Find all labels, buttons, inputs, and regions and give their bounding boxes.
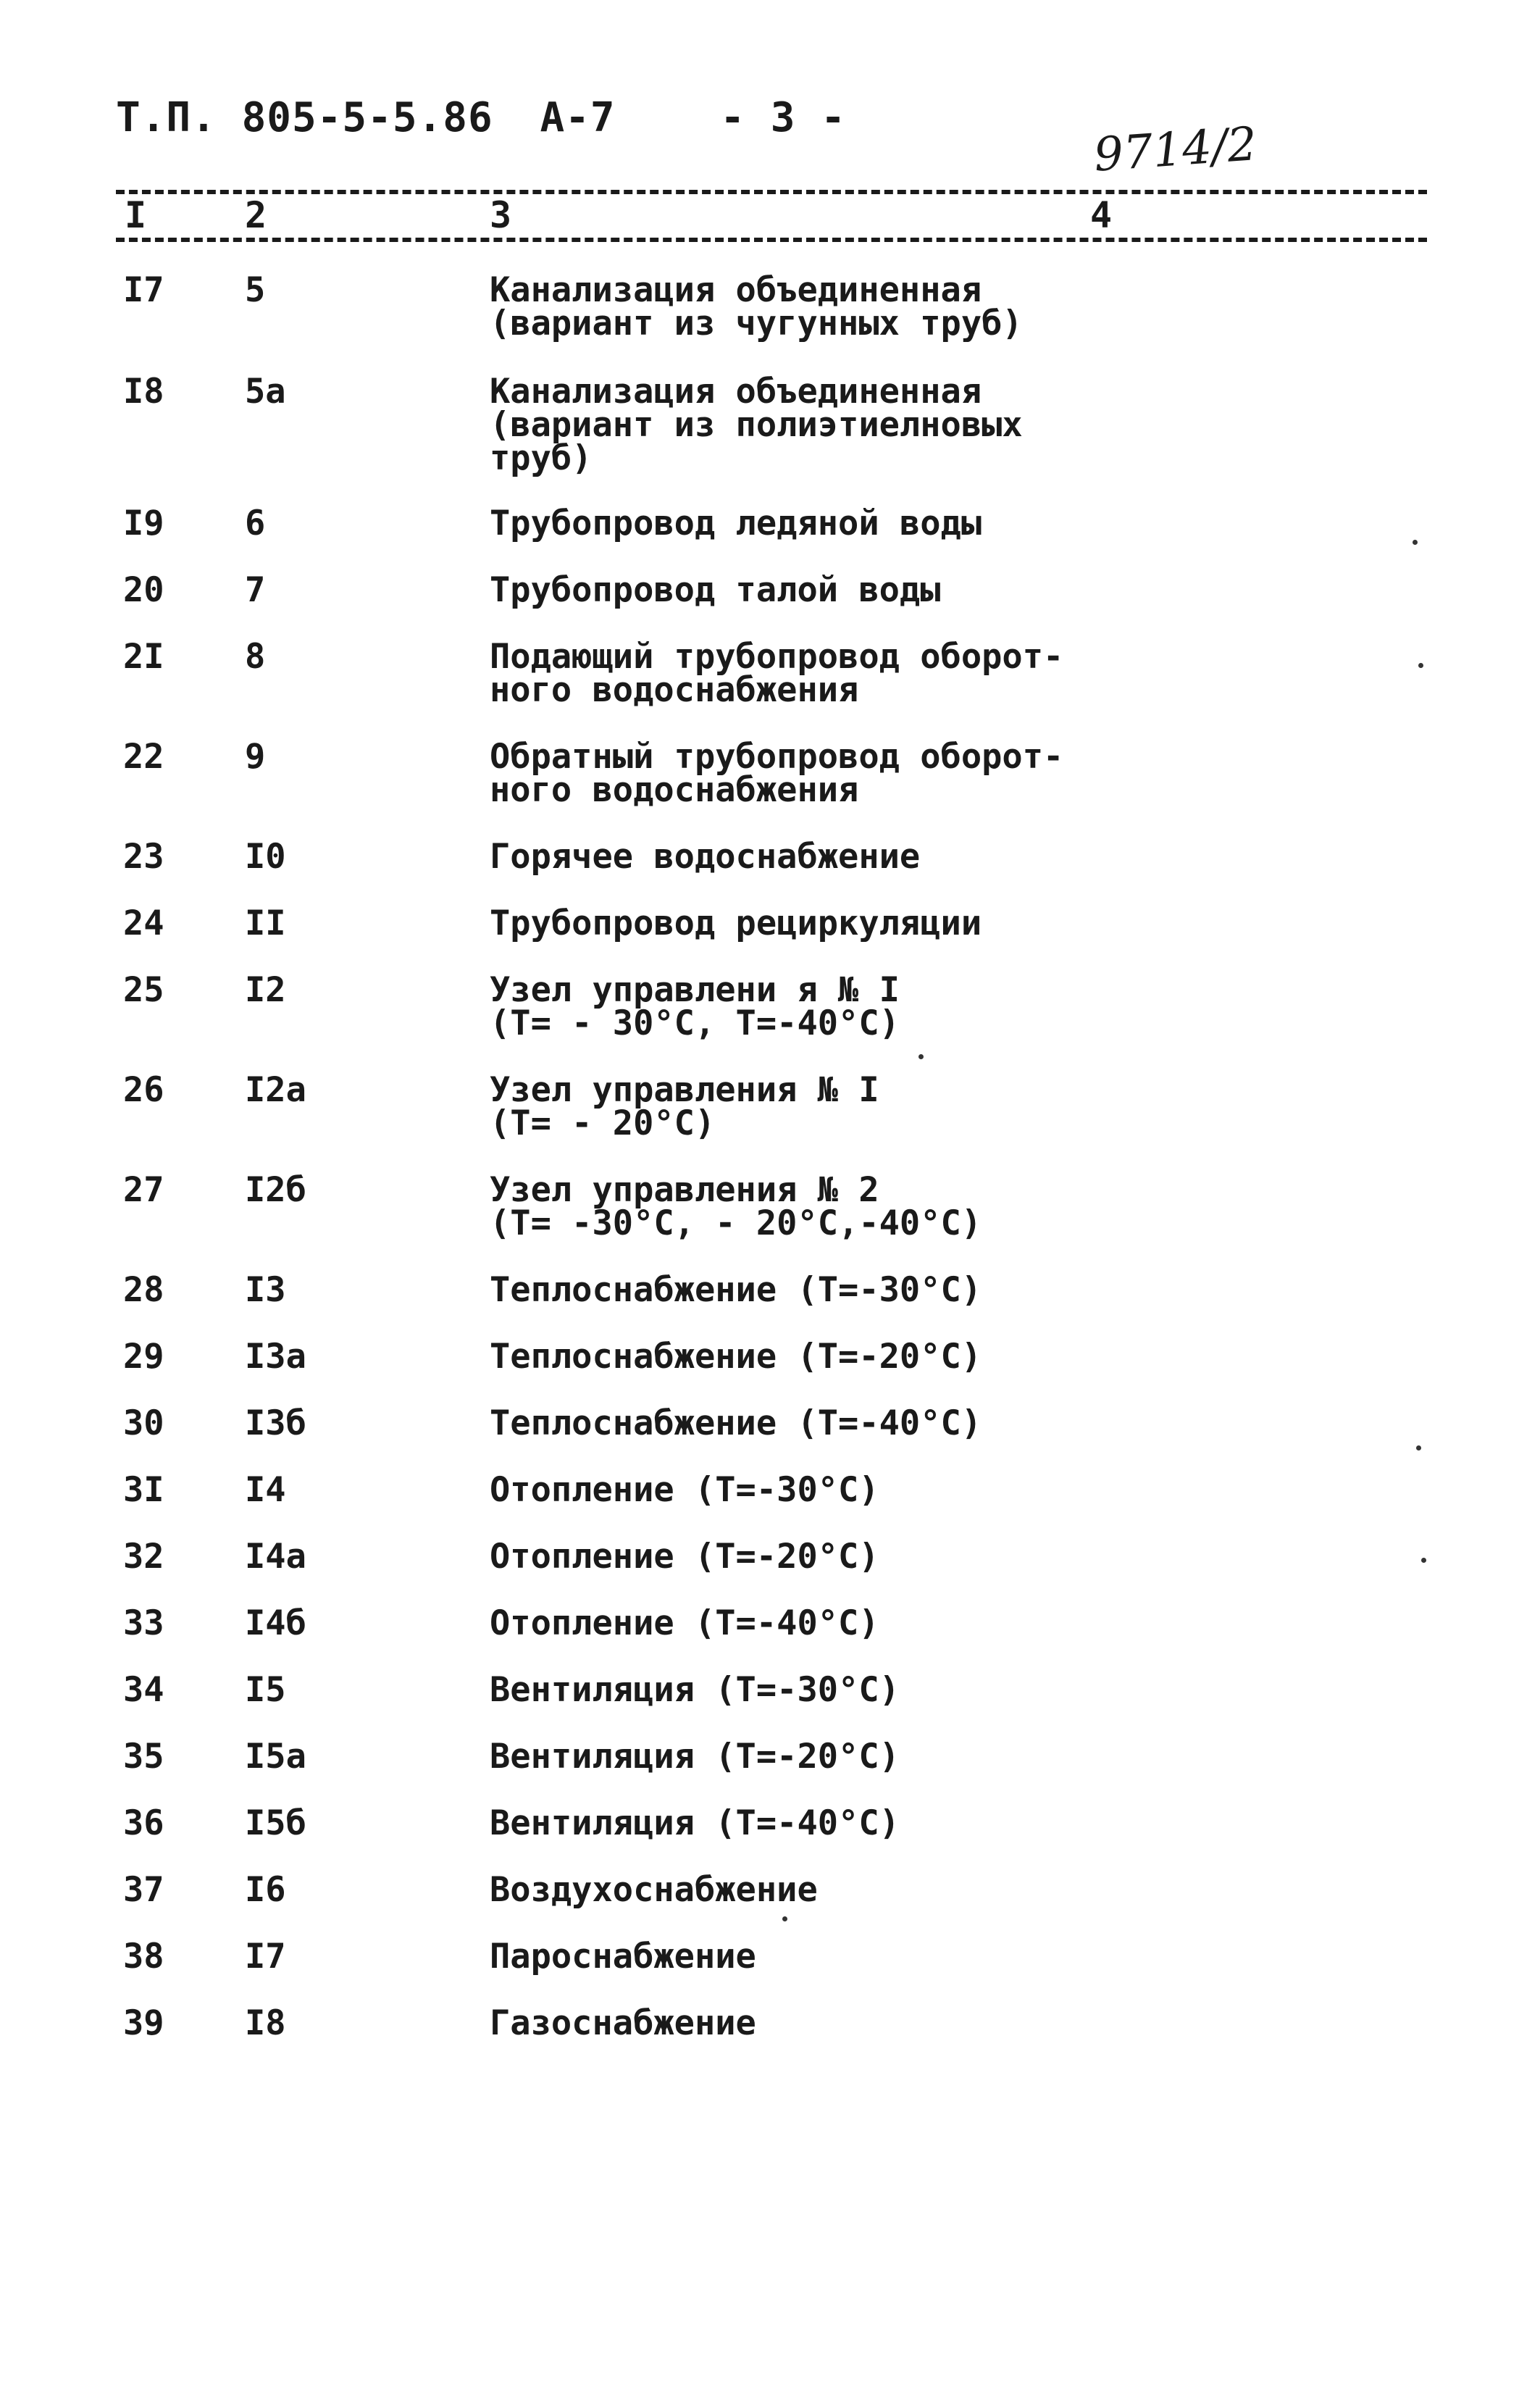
row-name: Канализация объединенная (вариант из полиэтиелновых труб) <box>490 372 1023 478</box>
scan-speck <box>782 1916 787 1921</box>
row-code: I2а <box>245 1070 306 1110</box>
row-name: Теплоснабжение (Т=-40°С) <box>490 1403 982 1443</box>
row-code: I4а <box>245 1537 306 1577</box>
handwritten-note: 9714/2 <box>1092 117 1259 183</box>
row-code: 8 <box>245 637 266 677</box>
row-code: 7 <box>245 570 266 610</box>
row-code: I8 <box>245 2003 286 2043</box>
row-code: I4б <box>245 1603 306 1643</box>
row-number: 28 <box>123 1270 164 1310</box>
row-name: Узел управлени я № I (Т= - 30°С, Т=-40°С) <box>490 970 900 1043</box>
row-name: Обратный трубопровод оборот- ного водоснабжения <box>490 737 1064 810</box>
row-number: 37 <box>123 1870 164 1910</box>
row-name: Вентиляция (Т=-40°С) <box>490 1803 900 1843</box>
row-name: Канализация объединенная (вариант из чугунных труб) <box>490 270 1023 343</box>
row-code: I3 <box>245 1270 286 1310</box>
row-name: Пароснабжение <box>490 1937 756 1977</box>
row-number: I9 <box>123 504 164 543</box>
row-name: Узел управления № I (Т= - 20°С) <box>490 1070 879 1143</box>
row-number: 30 <box>123 1403 164 1443</box>
row-name: Отопление (Т=-20°С) <box>490 1537 879 1577</box>
row-code: 9 <box>245 737 266 777</box>
row-name: Газоснабжение <box>490 2003 756 2043</box>
row-code: I6 <box>245 1870 286 1910</box>
column-header-3: 3 <box>490 194 512 236</box>
scan-speck <box>1416 1445 1421 1450</box>
row-number: I7 <box>123 270 164 310</box>
row-name: Отопление (Т=-40°С) <box>490 1603 879 1643</box>
row-number: 24 <box>123 903 164 943</box>
table-top-rule <box>116 190 1427 194</box>
row-number: 27 <box>123 1170 164 1210</box>
row-number: 26 <box>123 1070 164 1110</box>
row-code: I5 <box>245 1670 286 1710</box>
row-number: 20 <box>123 570 164 610</box>
row-number: 33 <box>123 1603 164 1643</box>
row-number: 29 <box>123 1337 164 1377</box>
row-name: Отопление (Т=-30°С) <box>490 1470 879 1510</box>
page-header <box>116 94 846 141</box>
row-name: Вентиляция (Т=-30°С) <box>490 1670 900 1710</box>
row-number: 3I <box>123 1470 164 1510</box>
scan-speck <box>1418 663 1423 668</box>
row-code: I2б <box>245 1170 306 1210</box>
row-code: I2 <box>245 970 286 1010</box>
row-code: 6 <box>245 504 266 543</box>
row-number: 34 <box>123 1670 164 1710</box>
scan-speck <box>1421 1558 1426 1563</box>
row-number: 39 <box>123 2003 164 2043</box>
row-code: I7 <box>245 1937 286 1977</box>
scan-speck <box>1413 540 1418 545</box>
row-name: Теплоснабжение (Т=-20°С) <box>490 1337 982 1377</box>
row-number: 2I <box>123 637 164 677</box>
row-name: Теплоснабжение (Т=-30°С) <box>490 1270 982 1310</box>
row-name: Горячее водоснабжение <box>490 837 921 877</box>
row-name: Трубопровод талой воды <box>490 570 941 610</box>
row-name: Вентиляция (Т=-20°С) <box>490 1737 900 1777</box>
scan-speck <box>918 1054 924 1059</box>
row-number: 32 <box>123 1537 164 1577</box>
row-number: I8 <box>123 372 164 412</box>
row-code: II <box>245 903 286 943</box>
row-name: Трубопровод рециркуляции <box>490 903 982 943</box>
row-code: 5а <box>245 372 286 412</box>
row-name: Трубопровод ледяной воды <box>490 504 982 543</box>
row-number: 35 <box>123 1737 164 1777</box>
column-header-2: 2 <box>245 194 267 236</box>
row-code: 5 <box>245 270 266 310</box>
table-header-rule <box>116 238 1427 242</box>
row-code: I3б <box>245 1403 306 1443</box>
column-header-1: I <box>125 194 147 236</box>
sheet-id: А-7 <box>540 94 616 141</box>
row-code: I3а <box>245 1337 306 1377</box>
row-number: 25 <box>123 970 164 1010</box>
row-number: 38 <box>123 1937 164 1977</box>
page-number: - 3 - <box>720 94 846 141</box>
row-number: 23 <box>123 837 164 877</box>
row-number: 36 <box>123 1803 164 1843</box>
row-code: I0 <box>245 837 286 877</box>
doc-code: Т.П. 805-5-5.86 <box>116 94 493 141</box>
row-name: Воздухоснабжение <box>490 1870 818 1910</box>
row-code: I4 <box>245 1470 286 1510</box>
row-name: Подающий трубопровод оборот- ного водоснабжения <box>490 637 1064 710</box>
row-code: I5б <box>245 1803 306 1843</box>
row-number: 22 <box>123 737 164 777</box>
column-header-4: 4 <box>1090 194 1113 236</box>
row-name: Узел управления № 2 (Т= -30°С, - 20°С,-40°С) <box>490 1170 982 1243</box>
row-code: I5а <box>245 1737 306 1777</box>
